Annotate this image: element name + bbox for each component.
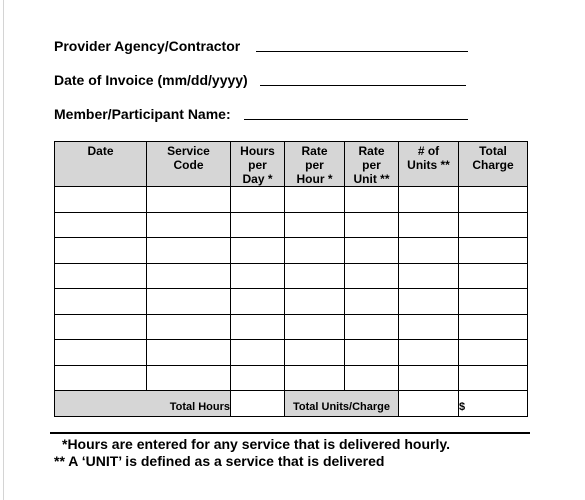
units-cell[interactable]: [399, 238, 459, 264]
hours-cell[interactable]: [231, 289, 285, 315]
rate-hour-cell[interactable]: [285, 365, 345, 391]
table-row: [55, 187, 528, 213]
rate-hour-cell[interactable]: [285, 314, 345, 340]
hours-cell[interactable]: [231, 238, 285, 264]
date-cell[interactable]: [55, 289, 147, 315]
header-hours-per-day: Hours per Day *: [231, 142, 285, 187]
table-row: [55, 238, 528, 264]
charge-cell[interactable]: [459, 340, 528, 366]
invoice-date-field: [54, 72, 248, 88]
total-units-label: Total Units/Charge: [285, 391, 399, 417]
date-cell[interactable]: [55, 238, 147, 264]
units-cell[interactable]: [399, 289, 459, 315]
service-code-cell[interactable]: [147, 187, 231, 213]
units-cell[interactable]: [399, 340, 459, 366]
total-charge-cell[interactable]: [459, 391, 528, 417]
rate-unit-cell[interactable]: [345, 340, 399, 366]
table-row: [55, 314, 528, 340]
service-code-cell[interactable]: [147, 314, 231, 340]
units-cell[interactable]: [399, 314, 459, 340]
service-code-cell[interactable]: [147, 212, 231, 238]
table-row: [55, 212, 528, 238]
date-cell[interactable]: [55, 212, 147, 238]
table-header-row: [55, 142, 528, 187]
page-border: [3, 0, 4, 500]
rate-hour-cell[interactable]: [285, 238, 345, 264]
date-cell[interactable]: [55, 314, 147, 340]
charge-cell[interactable]: [459, 187, 528, 213]
service-code-cell[interactable]: [147, 340, 231, 366]
provider-agency-input-line[interactable]: [256, 51, 468, 52]
charge-cell[interactable]: [459, 289, 528, 315]
rate-hour-cell[interactable]: [285, 340, 345, 366]
rate-unit-cell[interactable]: [345, 314, 399, 340]
date-cell[interactable]: [55, 340, 147, 366]
service-code-cell[interactable]: [147, 289, 231, 315]
table-row: [55, 263, 528, 289]
units-cell[interactable]: [399, 187, 459, 213]
units-cell[interactable]: [399, 365, 459, 391]
header-date: Date: [55, 142, 147, 187]
total-units-cell[interactable]: [399, 391, 459, 417]
header-rate-per-hour: Rate per Hour *: [285, 142, 345, 187]
service-code-cell[interactable]: [147, 263, 231, 289]
units-cell[interactable]: [399, 212, 459, 238]
rate-unit-cell[interactable]: [345, 289, 399, 315]
unit-footnote: ** A ‘UNIT’ is defined as a service that is delivered: [54, 453, 385, 469]
date-cell[interactable]: [55, 365, 147, 391]
currency-symbol: $: [459, 401, 466, 413]
hours-cell[interactable]: [231, 212, 285, 238]
rate-unit-cell[interactable]: [345, 365, 399, 391]
date-cell[interactable]: [55, 187, 147, 213]
rate-hour-cell[interactable]: [285, 289, 345, 315]
hours-cell[interactable]: [231, 340, 285, 366]
hours-cell[interactable]: [231, 263, 285, 289]
header-service-code: Service Code: [147, 142, 231, 187]
invoice-date-label: Date of Invoice (mm/dd/yyyy): [54, 72, 248, 88]
charge-cell[interactable]: [459, 238, 528, 264]
header-num-units: # of Units **: [399, 142, 459, 187]
units-cell[interactable]: [399, 263, 459, 289]
member-name-field: [54, 106, 231, 122]
date-cell[interactable]: [55, 263, 147, 289]
provider-agency-field: [54, 38, 240, 54]
notes-divider: [50, 432, 530, 434]
rate-unit-cell[interactable]: [345, 263, 399, 289]
rate-hour-cell[interactable]: [285, 212, 345, 238]
rate-hour-cell[interactable]: [285, 187, 345, 213]
header-total-charge: Total Charge: [459, 142, 528, 187]
service-invoice-table: [54, 141, 528, 417]
table-row: [55, 340, 528, 366]
hours-cell[interactable]: [231, 187, 285, 213]
rate-unit-cell[interactable]: [345, 238, 399, 264]
service-code-cell[interactable]: [147, 365, 231, 391]
rate-unit-cell[interactable]: [345, 187, 399, 213]
header-rate-per-unit: Rate per Unit **: [345, 142, 399, 187]
total-hours-label: Total Hours: [55, 391, 231, 417]
rate-unit-cell[interactable]: [345, 212, 399, 238]
hours-footnote: *Hours are entered for any service that is delivered hourly.: [62, 436, 450, 452]
hours-cell[interactable]: [231, 365, 285, 391]
service-code-cell[interactable]: [147, 238, 231, 264]
invoice-date-input-line[interactable]: [260, 85, 466, 86]
totals-row: [55, 391, 528, 417]
provider-agency-label: Provider Agency/Contractor: [54, 38, 241, 54]
charge-cell[interactable]: [459, 263, 528, 289]
charge-cell[interactable]: [459, 314, 528, 340]
table-row: [55, 365, 528, 391]
total-hours-cell[interactable]: [231, 391, 285, 417]
charge-cell[interactable]: [459, 212, 528, 238]
member-name-input-line[interactable]: [244, 119, 468, 120]
member-name-label: Member/Participant Name:: [54, 106, 231, 122]
table-row: [55, 289, 528, 315]
rate-hour-cell[interactable]: [285, 263, 345, 289]
charge-cell[interactable]: [459, 365, 528, 391]
hours-cell[interactable]: [231, 314, 285, 340]
